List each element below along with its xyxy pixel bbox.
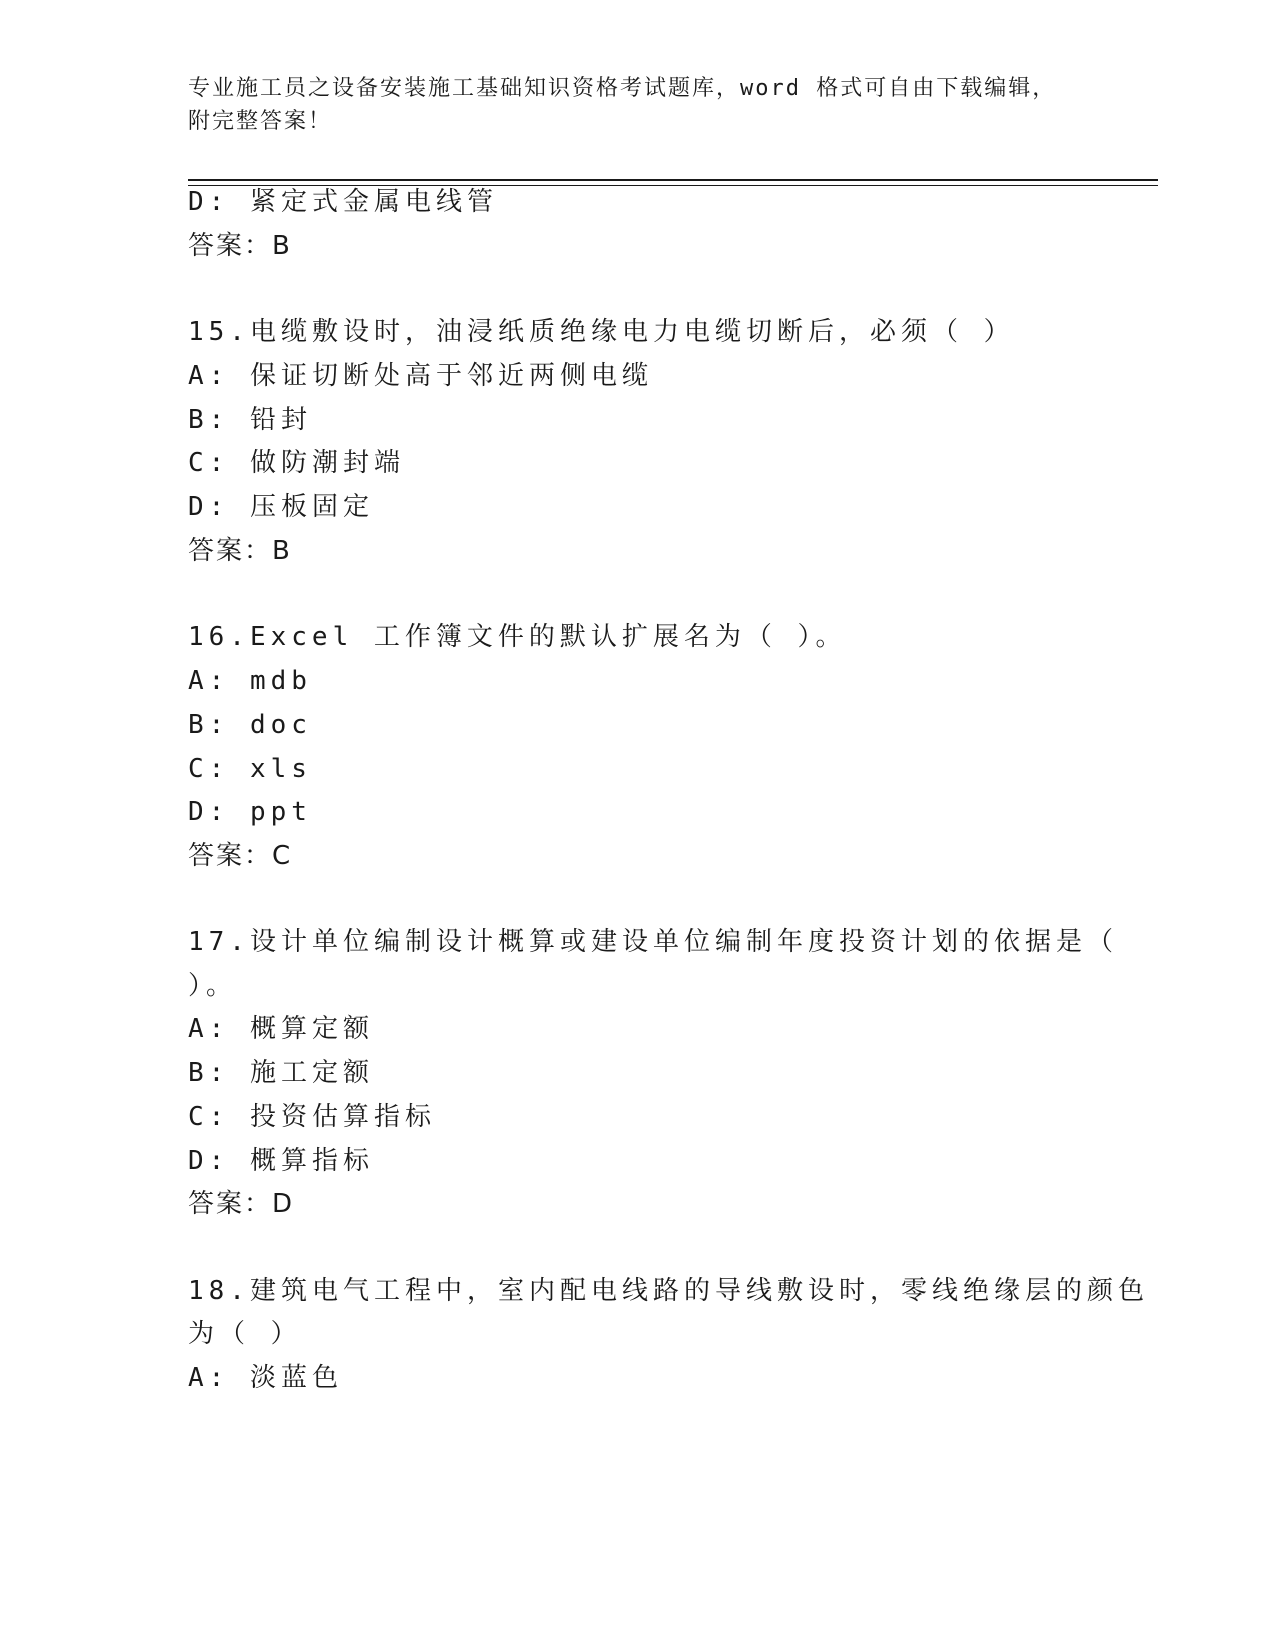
question-18-stem-cont: 为（ ）: [188, 1319, 302, 1349]
question-16-option-c: C: xls: [188, 754, 312, 784]
question-16-option-b: B: doc: [188, 710, 312, 740]
question-15-option-b: B: 铅封: [188, 405, 312, 435]
document-header: 专业施工员之设备安装施工基础知识资格考试题库，word 格式可自由下载编辑，附完整答案！: [188, 76, 1057, 134]
question-17-option-d: D: 概算指标: [188, 1146, 374, 1176]
question-16-option-d: D: ppt: [188, 797, 312, 827]
question-15-answer: 答案：B: [188, 536, 292, 566]
question-17-option-a: A: 概算定额: [188, 1014, 374, 1044]
question-18-stem: 18.建筑电气工程中，室内配电线路的导线敷设时，零线绝缘层的颜色: [188, 1276, 1149, 1306]
question-16-option-a: A: mdb: [188, 666, 312, 696]
question-15-stem: 15.电缆敷设时，油浸纸质绝缘电力电缆切断后，必须（ ）: [188, 317, 1015, 347]
question-17-option-c: C: 投资估算指标: [188, 1102, 436, 1132]
question-17-stem: 17.设计单位编制设计概算或建设单位编制年度投资计划的依据是（: [188, 927, 1118, 957]
question-18-option-a: A: 淡蓝色: [188, 1363, 343, 1393]
question-15-option-c: C: 做防潮封端: [188, 448, 405, 478]
option-d: D: 紧定式金属电线管: [188, 187, 498, 217]
question-17-stem-cont: ）。: [188, 971, 238, 1001]
question-17-option-b: B: 施工定额: [188, 1058, 374, 1088]
answer-label: 答案：B: [188, 231, 292, 261]
question-16-stem: 16.Excel 工作簿文件的默认扩展名为（ ）。: [188, 622, 847, 652]
question-16-answer: 答案：C: [188, 841, 293, 871]
question-15-option-d: D: 压板固定: [188, 492, 374, 522]
document-page: [188, 0, 1158, 1650]
question-15-option-a: A: 保证切断处高于邻近两侧电缆: [188, 361, 653, 391]
question-17-answer: 答案：D: [188, 1189, 295, 1219]
header-divider: [188, 179, 1158, 186]
